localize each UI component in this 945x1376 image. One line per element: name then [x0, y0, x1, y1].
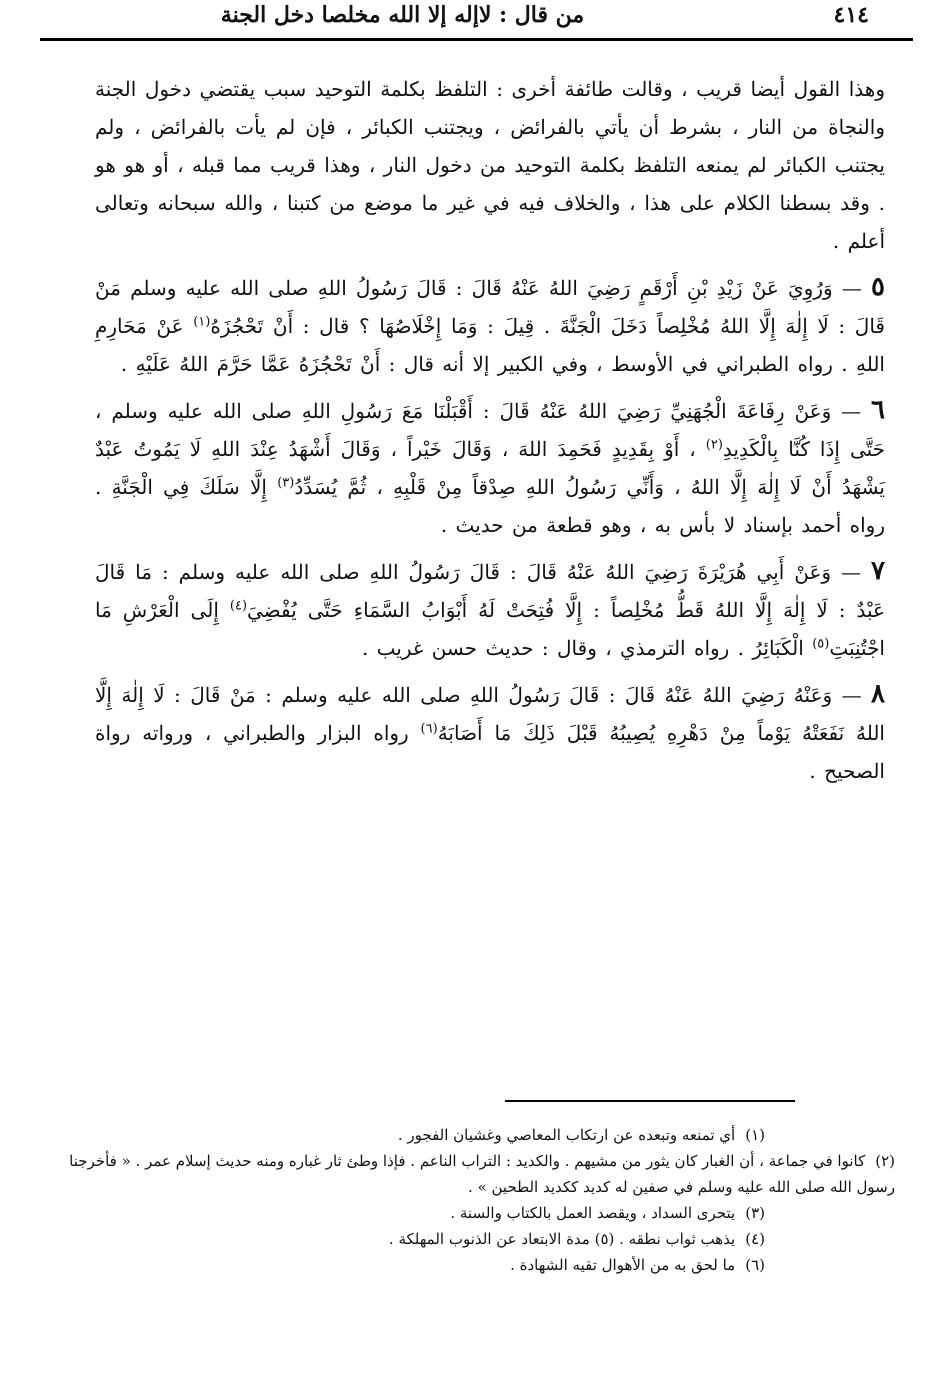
footnote-ref: (٤)	[229, 598, 248, 614]
footnote-number: (٦)	[745, 1256, 765, 1274]
hadith-text-tail: عَنْ مَحَارِمِ اللهِ . رواه الطبراني في الأوسط ، وفي الكبير إلا أنه قال : أَنْ تَحْجُزَهُ عَمَّا حَرَّمَ اللهُ عَلَيْهِ .	[95, 314, 885, 376]
paragraph-text: وهذا القول أيضا قريب ، وقالت طائفة أخرى : التلفظ بكلمة التوحيد سبب يقتضي دخول الجنة والنجاة من النار ، بشرط أن يأتي بالفرائض ، ويجتنب الكبائر ، فإن لم يأت بالفرائض ، ولم يجتنب الكبائر لم يمنعه التلفظ بكلمة التوحيد من دخول النار ، وهذا قريب مما قبله ، أو هو هو . وقد بسطنا الكلام على هذا ، والخلاف فيه في غير ما موضع من كتبنا ، والله سبحانه وتعالى أعلم .	[95, 77, 885, 253]
footnote-ref: (٥)	[812, 636, 830, 652]
footnote-number: (٣)	[745, 1204, 765, 1222]
hadith-6	[95, 391, 885, 544]
footnote-ref: (٢)	[705, 437, 723, 453]
paragraph-intro	[95, 70, 885, 260]
footnote-text: كانوا في جماعة ، أن الغبار كان يثور من مشيهم . والكديد : التراب الناعم . فإذا وطئ ثار غباره ومنه حديث إسلام عمر . « فأخرجنا رسول الله صلى الله عليه وسلم في صفين له كديد ككديد الطحين » .	[69, 1152, 895, 1196]
hadith-number: ٦	[871, 395, 885, 425]
hadith-text: — وَعَنْ أَبِي هُرَيْرَةَ رَضِيَ اللهُ عَنْهُ قَالَ : قَالَ رَسُولُ اللهِ صلى الله عليه وسلم : مَا قَالَ عَبْدٌ : لَا إِلٰهَ إِلَّا اللهُ قَطُّ مُخْلِصاً : إِلَّا فُتِحَتْ لَهُ أَبْوَابُ السَّمَاءِ حَتَّى يُفْضِيَ	[95, 560, 885, 622]
hadith-number: ٥	[871, 272, 885, 302]
hadith-text: — وَعَنْ رِفَاعَةَ الْجُهَنِيِّ رَضِيَ اللهُ عَنْهُ قَالَ : أَقْبَلْنَا مَعَ رَسُولِ اللهِ صلى الله عليه وسلم ، حَتَّى إِذَا كُنَّا بِالْكَدِيدِ	[95, 399, 886, 461]
hadith-8	[95, 675, 885, 790]
footnote-4-5	[48, 1226, 765, 1252]
footnote-text: ما لحق به من الأهوال تقيه الشهادة .	[510, 1256, 736, 1274]
hadith-number: ٨	[871, 679, 885, 709]
footnote-ref: (١)	[193, 314, 211, 330]
hadith-text-tail: إِلَّا سَلَكَ فِي الْجَنَّةِ . رواه أحمد بإسناد لا بأس به ، وهو قطعة من حديث .	[95, 475, 885, 537]
footnote-number: (٢)	[875, 1152, 895, 1170]
main-text	[95, 70, 885, 792]
footnote-ref: (٣)	[277, 475, 295, 491]
footnote-text: أي تمنعه وتبعده عن ارتكاب المعاصي وغشيان الفجور .	[397, 1126, 736, 1144]
hadith-5	[95, 268, 885, 383]
footnote-text: يتحرى السداد ، ويقصد العمل بالكتاب والسنة .	[450, 1204, 736, 1222]
footnote-ref: (٦)	[420, 721, 438, 737]
hadith-text: — وَرُوِيَ عَنْ زَيْدِ بْنِ أَرْقَمٍ رَضِيَ اللهُ عَنْهُ قَالَ : قَالَ رَسُولُ اللهِ صلى الله عليه وسلم مَنْ قَالَ : لَا إِلٰهَ إِلَّا اللهُ مُخْلِصاً دَخَلَ الْجَنَّةَ . قِيلَ : وَمَا إِخْلَاصُهَا ؟ قال : أَنْ تَحْجُزَهُ	[95, 276, 885, 338]
hadith-text-tail: رواه البزار والطبراني ، ورواته رواة الصحيح .	[95, 721, 885, 783]
hadith-text: — وَعَنْهُ رَضِيَ اللهُ عَنْهُ قَالَ : قَالَ رَسُولُ اللهِ صلى الله عليه وسلم : مَنْ قَالَ : لَا إِلٰهَ إِلَّا اللهُ نَفَعَتْهُ يَوْماً مِنْ دَهْرِهِ يُصِيبُهُ قَبْلَ ذَلِكَ مَا أَصَابَهُ	[95, 683, 885, 745]
hadith-text-tail: الْكَبَائِرُ . رواه الترمذي ، وقال : حديث حسن غريب .	[361, 636, 804, 660]
hadith-7	[95, 552, 885, 667]
footnote-6	[48, 1252, 765, 1278]
footnote-number: (٤)	[745, 1230, 765, 1248]
page-number: ٤١٤	[833, 2, 869, 28]
footnotes	[48, 1122, 895, 1278]
footnote-number: (١)	[745, 1126, 765, 1144]
footnote-separator	[505, 1100, 795, 1102]
footnote-3	[48, 1200, 765, 1226]
hadith-text-tail: ، أَوْ بِقَدِيدٍ فَحَمِدَ اللهَ ، وَقَالَ خَيْراً ، وَقَالَ أَشْهَدُ عِنْدَ اللهِ لَا يَمُوتُ عَبْدٌ يَشْهَدُ أَنْ لَا إِلٰهَ إِلَّا اللهُ ، وَأَنِّي رَسُولُ اللهِ صِدْقاً مِنْ قَلْبِهِ ، ثُمَّ يُسَدِّدُ	[95, 437, 885, 499]
hadith-text-tail: إِلَى الْعَرْشِ مَا اجْتُنِبَتِ	[95, 598, 885, 660]
footnote-text: يذهب ثواب نطقه . (٥) مدة الابتعاد عن الذنوب المهلكة .	[388, 1230, 736, 1248]
header-rule	[40, 38, 913, 41]
running-title: من قال : لاإله إلا الله مخلصا دخل الجنة	[220, 2, 585, 28]
footnote-1	[48, 1122, 765, 1148]
page-header	[40, 0, 905, 36]
footnote-2	[48, 1148, 895, 1200]
hadith-number: ٧	[871, 556, 886, 586]
